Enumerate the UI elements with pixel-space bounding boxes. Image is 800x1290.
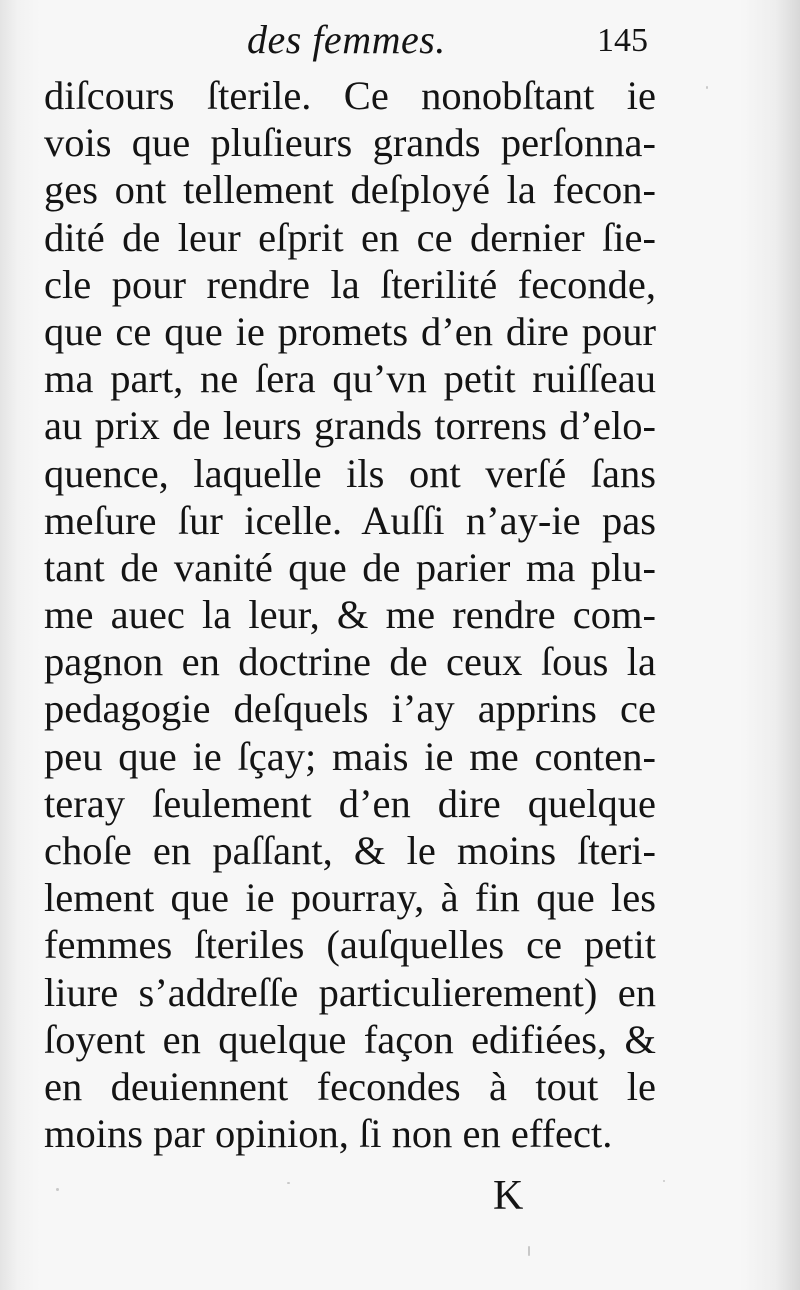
paper-speck xyxy=(663,1180,665,1182)
text-line-last: moins par opinion, ſi non en effect. xyxy=(44,1111,613,1157)
body-text xyxy=(44,72,656,1157)
text-line: meſure ſur icelle. Auſſi n’ay-ie pas xyxy=(44,497,656,543)
running-head: des femmes. xyxy=(247,17,446,62)
page-header xyxy=(0,6,800,70)
paper-speck xyxy=(528,1246,530,1256)
text-line: liure s’addreſſe particulierement) en xyxy=(44,969,656,1015)
text-line: lement que ie pourray, à fin que les xyxy=(44,875,656,921)
paper-speck xyxy=(287,1182,290,1184)
text-line: diſcours ſterile. Ce nonobſtant ie xyxy=(44,73,656,118)
text-line: choſe en paſſant, & le moins ſteri- xyxy=(44,828,656,873)
text-line: pagnon en doctrine de ceux ſous la xyxy=(44,639,656,685)
text-line: teray ſeulement d’en dire quelque xyxy=(44,780,656,826)
text-line: ma part, ne ſera qu’vn petit ruiſſeau xyxy=(44,356,656,402)
paper-speck xyxy=(56,1188,59,1191)
text-line: cle pour rendre la ſterilité feconde, xyxy=(44,261,656,307)
text-line: peu que ie ſçay; mais ie me conten- xyxy=(44,733,656,779)
text-line: dité de leur eſprit en ce dernier ſie- xyxy=(44,214,656,260)
signature-mark: K xyxy=(493,1173,524,1219)
text-line: vois que pluſieurs grands perſonna- xyxy=(44,120,656,166)
text-line: en deuiennent fecondes à tout le xyxy=(44,1063,656,1109)
text-line: tant de vanité que de parier ma plu- xyxy=(44,544,656,590)
text-line: femmes ſteriles (auſquelles ce petit xyxy=(44,922,656,968)
text-line: pedagogie deſquels i’ay apprins ce xyxy=(44,686,656,732)
text-line: me auec la leur, & me rendre com- xyxy=(44,592,656,638)
text-line: que ce que ie promets d’en dire pour xyxy=(44,308,656,354)
text-line: ges ont tellement deſployé la fecon- xyxy=(44,167,656,213)
text-line: quence, laquelle ils ont verſé ſans xyxy=(44,450,656,496)
text-line: ſoyent en quelque façon edifiées, & xyxy=(44,1016,656,1062)
page-number: 145 xyxy=(597,22,648,59)
paper-speck xyxy=(706,86,708,89)
text-line: au prix de leurs grands torrens d’elo- xyxy=(44,403,656,449)
